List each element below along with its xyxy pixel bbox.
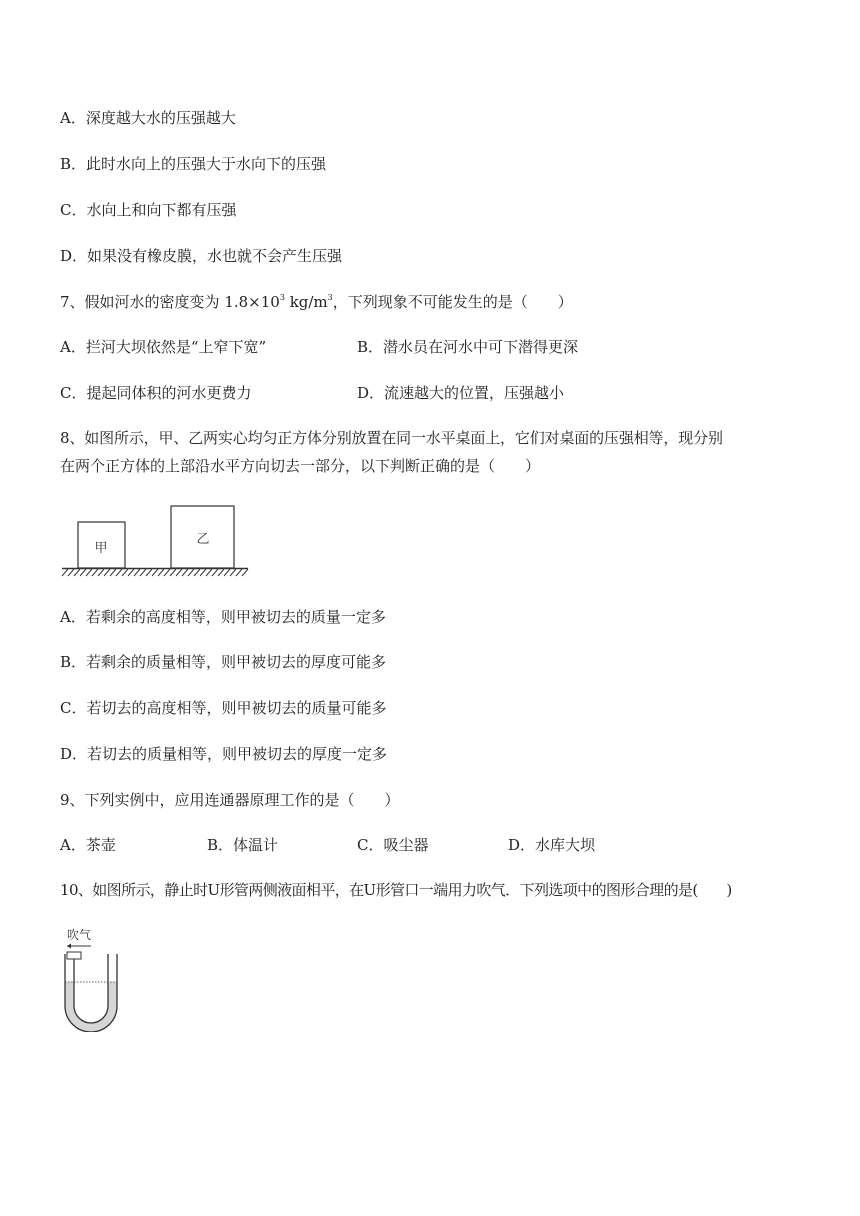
q9-option-a: A．茶壶 — [60, 836, 116, 854]
cube-jia-label: 甲 — [94, 541, 108, 556]
q6-option-a: A．深度越大水的压强越大 — [60, 109, 236, 127]
u-tube-inner-wall — [74, 954, 108, 1023]
q7-stem-exponent: 3 — [279, 293, 285, 302]
q7-stem-pre: 7、假如河水的密度变为 1.8×10 — [60, 293, 280, 311]
q8-cubes-figure — [58, 500, 258, 580]
q10-stem: 10、如图所示，静止时U形管两侧液面相平，在U形管口一端用力吹气．下列选项中的图形合理的是( ) — [60, 881, 732, 899]
q7-stem — [60, 292, 573, 312]
q8-option-c: C．若切去的高度相等，则甲被切去的质量可能多 — [60, 699, 387, 717]
blow-nozzle — [67, 952, 81, 959]
q7-option-a: A．拦河大坝依然是“上窄下宽” — [60, 338, 267, 356]
blow-arrow-head — [67, 944, 71, 949]
q9-option-b: B．体温计 — [207, 836, 279, 854]
q8-stem-line1: 8、如图所示，甲、乙两实心均匀正方体分别放置在同一水平桌面上，它们对桌面的压强相等，现分别 — [60, 429, 723, 447]
q7-stem-unit-exponent: 3 — [327, 293, 333, 302]
table-hatching — [62, 569, 248, 576]
q7-option-c: C．提起同体积的河水更费力 — [60, 384, 252, 402]
q8-option-b: B．若剩余的质量相等，则甲被切去的厚度可能多 — [60, 653, 387, 671]
q9-stem: 9、下列实例中，应用连通器原理工作的是（ ） — [60, 791, 400, 809]
q8-option-a: A．若剩余的高度相等，则甲被切去的质量一定多 — [60, 608, 386, 626]
q10-u-tube-figure — [55, 922, 125, 1032]
q7-option-d: D．流速越大的位置，压强越小 — [357, 384, 565, 402]
blow-label: 吹气 — [67, 928, 92, 942]
q9-option-c: C．吸尘器 — [357, 836, 429, 854]
q6-option-c: C．水向上和向下都有压强 — [60, 201, 237, 219]
q6-option-d: D．如果没有橡皮膜，水也就不会产生压强 — [60, 247, 343, 265]
q8-stem-line2: 在两个正方体的上部沿水平方向切去一部分，以下判断正确的是（ ） — [60, 457, 541, 475]
q7-option-b: B．潜水员在河水中可下潜得更深 — [357, 338, 579, 356]
q7-stem-unit: kg/m — [284, 293, 328, 311]
q8-option-d: D．若切去的质量相等，则甲被切去的厚度一定多 — [60, 745, 388, 763]
q6-option-b: B．此时水向上的压强大于水向下的压强 — [60, 155, 327, 173]
cube-yi-label: 乙 — [196, 532, 210, 547]
q9-option-d: D．水库大坝 — [508, 836, 596, 854]
q7-stem-post: ，下列现象不可能发生的是（ ） — [332, 293, 573, 311]
